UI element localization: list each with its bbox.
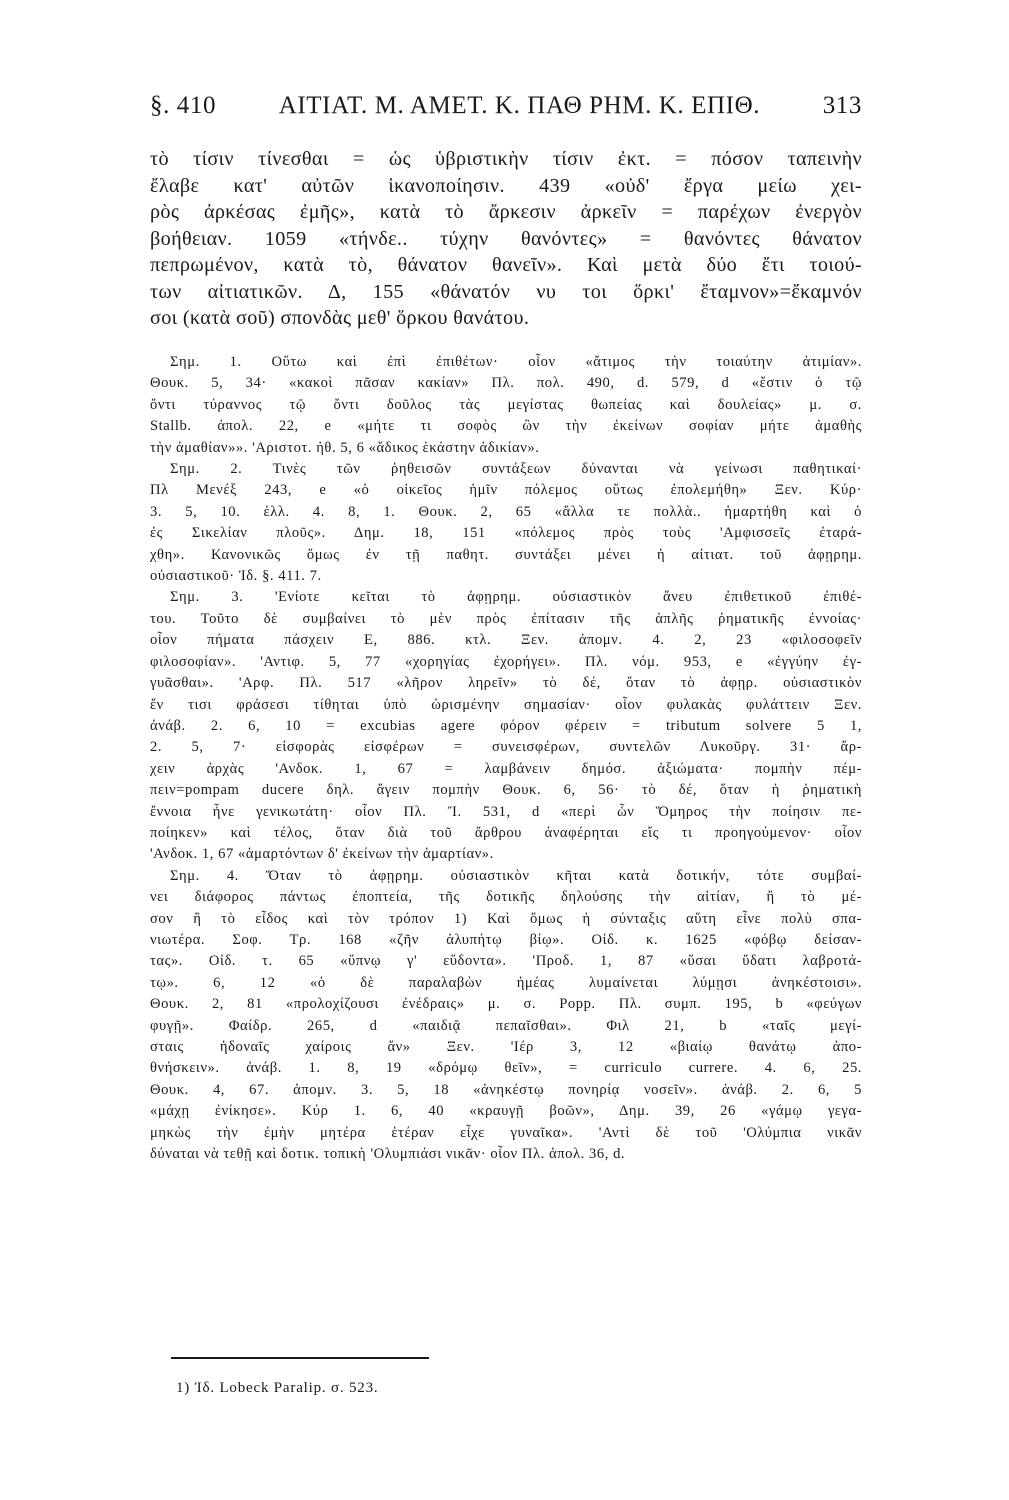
note-line: Σημ. 1. Οὕτω καὶ ἐπὶ ἐπιθέτων· οἷον «ἄτιμος τὴν τοιαύτην ἀτιμίαν». bbox=[170, 354, 862, 370]
header-title: ΑΙΤΙΑΤ. Μ. ΑΜΕΤ. Κ. ΠΑΘ ΡΗΜ. Κ. ΕΠΙΘ. bbox=[278, 92, 761, 119]
note-line: οἷον πήματα πάσχειν Ε, 886. κτλ. Ξεν. ἀπομν. 4. 2, 23 «φιλοσοφεῖν bbox=[150, 632, 862, 649]
note-line: πειν=pompam ducere δηλ. ἄγειν πομπὴν Θουκ. 6, 56· τὸ δέ, ὅταν ἡ ῥηματικὴ bbox=[150, 782, 862, 799]
note-line: οὐσιαστικοῦ· Ἰδ. §. 411. 7. bbox=[150, 568, 322, 585]
note-line: ἀνάβ. 2. 6, 10 = excubias agere φόρον φέρειν = tributum solvere 5 1, bbox=[150, 717, 862, 734]
note-line: τὴν ἀμαθίαν»». 'Αριστοτ. ἠθ. 5, 6 «ἄδικος ἑκάστην ἀδικίαν». bbox=[150, 439, 540, 456]
note-1 bbox=[150, 352, 862, 459]
note-line: του. Τοῦτο δὲ συμβαίνει τὸ μὲν πρὸς ἐπίτασιν τῆς ἁπλῆς ῥηματικῆς ἐννοίας· bbox=[150, 610, 862, 627]
note-line: δύναται νὰ τεθῇ καὶ δοτικ. τοπικὴ 'Ολυμπιάσι νικᾶν· οἷον Πλ. ἀπολ. 36, d. bbox=[150, 1146, 626, 1163]
note-line: Θουκ. 5, 34· «κακοὶ πᾶσαν κακίαν» Πλ. πολ. 490, d. 579, d «ἔστιν ὁ τῷ bbox=[150, 375, 862, 392]
note-line: φιλοσοφίαν». 'Αντιφ. 5, 77 «χορηγίας ἐχορήγει». Πλ. νόμ. 953, e «ἐγγύην ἐγ- bbox=[150, 653, 862, 670]
note-line: σταις ἡδοναῖς χαίροις ἄν» Ξεν. 'Ιέρ 3, 12 «βιαίῳ θανάτῳ ἀπο- bbox=[150, 1039, 862, 1055]
note-3 bbox=[150, 587, 862, 865]
note-line: «μάχῃ ἐνίκησε». Κύρ 1. 6, 40 «κραυγῇ βοῶν», Δημ. 39, 26 «γάμῳ γεγα- bbox=[150, 1103, 862, 1120]
running-header bbox=[150, 92, 862, 120]
notes-section bbox=[150, 352, 862, 1165]
note-line: Θουκ. 2, 81 «προλοχίζουσι ἐνέδραις» μ. σ. Popp. Πλ. συμπ. 195, b «φεύγων bbox=[150, 996, 862, 1013]
section-number: §. 410 bbox=[150, 92, 217, 119]
text-line: ἔλαβε κατ' αὐτῶν ἱκανοποίησιν. 439 «οὐδ' ἔργα μείω χει- bbox=[150, 174, 862, 197]
main-paragraph bbox=[150, 146, 862, 332]
note-line: νει διάφορος πάντως ἐποπτεία, τῆς δοτικῆς δηλούσης τὴν αἰτίαν, ἢ τὸ μέ- bbox=[150, 889, 862, 906]
note-line: 2. 5, 7· εἰσφορὰς εἰσφέρων = συνεισφέρων, συντελῶν Λυκοῦργ. 31· ἄρ- bbox=[150, 739, 862, 756]
note-line: τας». Οἰδ. τ. 65 «ὕπνῳ γ' εὕδοντα». 'Προδ. 1, 87 «ὕσαι ὕδατι λαβροτά- bbox=[150, 953, 862, 970]
text-line: βοήθειαν. 1059 «τήνδε.. τύχην θανόντες» = θανόντες θάνατον bbox=[150, 227, 862, 250]
note-line: Σημ. 3. 'Ενίοτε κεῖται τὸ ἀφῃρημ. οὐσιαστικὸν ἄνευ ἐπιθετικοῦ ἐπιθέ- bbox=[170, 589, 862, 606]
note-4 bbox=[150, 866, 862, 1166]
note-line: ἔν τισι φράσεσι τίθηται ὑπὸ ὡρισμένην σημασίαν· οἷον φυλακὰς φυλάττειν Ξεν. bbox=[150, 696, 862, 713]
page-number: 313 bbox=[822, 92, 862, 119]
footnote: 1) Ἰδ. Lobeck Paralip. σ. 523. bbox=[176, 1380, 379, 1396]
note-line: Πλ Μενέξ 243, e «ὁ οἰκεῖος ἡμῖν πόλεμος οὕτως ἐπολεμήθη» Ξεν. Κύρ· bbox=[150, 482, 862, 499]
note-line: Stallb. ἀπολ. 22, e «μήτε τι σοφὸς ὢν τὴν ἐκείνων σοφίαν μήτε ἀμαθὴς bbox=[150, 418, 862, 435]
note-line: 3. 5, 10. ἑλλ. 4. 8, 1. Θουκ. 2, 65 «ἄλλα τε πολλὰ.. ἡμαρτήθη καὶ ὁ bbox=[150, 503, 862, 520]
note-line: φυγῇ». Φαίδρ. 265, d «παιδιᾷ πεπαῖσθαι». Φιλ 21, b «ταῖς μεγί- bbox=[150, 1017, 862, 1034]
note-line: ποίηκεν» καὶ τέλος, ὅταν διὰ τοῦ ἄρθρου ἀναφέρηται εἴς τι προηγούμενον· οἷον bbox=[150, 824, 862, 841]
note-line: 'Ανδοκ. 1, 67 «ἁμαρτόντων δ' ἐκείνων τὴν ἁμαρτίαν». bbox=[150, 846, 494, 863]
text-line: σοι (κατὰ σοῦ) σπονδὰς μεθ' ὅρκου θανάτου. bbox=[150, 307, 530, 329]
note-line: ὄντι τύραννος τῷ ὄντι δοῦλος τὰς μεγίστας θωπείας καὶ δουλείας» μ. σ. bbox=[150, 396, 862, 413]
text-line: ρὸς ἀρκέσας ἐμῆς», κατὰ τὸ ἄρκεσιν ἀρκεῖν = παρέχων ἐνεργὸν bbox=[150, 201, 862, 223]
note-2 bbox=[150, 459, 862, 587]
text-line: των αἰτιατικῶν. Δ, 155 «θάνατόν νυ τοι ὅρκι' ἔταμνον»=ἔκαμνόν bbox=[150, 280, 862, 303]
note-line: ἔννοια ἦνε γενικωτάτη· οἷον Πλ. Ἴ. 531, d «περὶ ὧν Ὅμηρος τὴν ποίησιν πε- bbox=[150, 803, 862, 820]
note-line: ἐς Σικελίαν πλοῦς». Δημ. 18, 151 «πόλεμος πρὸς τοὺς 'Αμφισσεῖς ἐταρά- bbox=[150, 525, 862, 542]
text-line: πεπρωμένον, κατὰ τὸ, θάνατον θανεῖν». Καὶ μετὰ δύο ἔτι τοιού- bbox=[150, 254, 862, 276]
note-line: χθη». Κανονικῶς ὅμως ἐν τῇ παθητ. συντάξει μένει ἡ αἰτιατ. τοῦ ἀφῃρημ. bbox=[150, 546, 862, 563]
note-line: γυᾶσθαι». 'Αρφ. Πλ. 517 «λῆρον ληρεῖν» τὸ δέ, ὅταν τὸ ἀφῃρ. οὐσιαστικὸν bbox=[150, 675, 862, 692]
footnote-rule bbox=[171, 1357, 429, 1359]
note-line: Σημ. 4. Ὅταν τὸ ἀφῃρημ. οὐσιαστικὸν κῆται κατὰ δοτικήν, τότε συμβαί- bbox=[170, 867, 862, 884]
note-line: χειν ἀρχὰς 'Ανδοκ. 1, 67 = λαμβάνειν δημόσ. ἀξιώματα· πομπὴν πέμ- bbox=[150, 760, 862, 777]
note-line: σον ἢ τὸ εἶδος καὶ τὸν τρόπον 1) Καὶ ὅμως ἡ σύνταξις αὕτη εἶνε πολὺ σπα- bbox=[150, 910, 862, 927]
note-line: Σημ. 2. Τινὲς τῶν ῥηθεισῶν συντάξεων δύνανται νὰ γείνωσι παθητικαί· bbox=[170, 461, 862, 478]
note-line: μηκὼς τὴν ἐμὴν μητέρα ἑτέραν εἶχε γυναῖκα». 'Αντὶ δὲ τοῦ 'Ολύμπια νικᾶν bbox=[150, 1124, 862, 1141]
note-line: τῳ». 6, 12 «ὁ δὲ παραλαβὼν ἡμέας λυμαίνεται λύμῃσι ἀνηκέστοισι». bbox=[150, 974, 862, 991]
note-line: θνήσκειν». ἀνάβ. 1. 8, 19 «δρόμῳ θεῖν», = curriculo currere. 4. 6, 25. bbox=[150, 1060, 862, 1077]
text-line: τὸ τίσιν τίνεσθαι = ὡς ὑβριστικὴν τίσιν ἐκτ. = πόσον ταπεινὴν bbox=[150, 148, 862, 170]
note-line: νιωτέρα. Σοφ. Τρ. 168 «ζῆν ἀλυπήτῳ βίῳ». Οἰδ. κ. 1625 «φόβῳ δείσαν- bbox=[150, 931, 862, 948]
note-line: Θουκ. 4, 67. ἀπομν. 3. 5, 18 «ἀνηκέστῳ πονηρίᾳ νοσεῖν». ἀνάβ. 2. 6, 5 bbox=[150, 1081, 862, 1098]
